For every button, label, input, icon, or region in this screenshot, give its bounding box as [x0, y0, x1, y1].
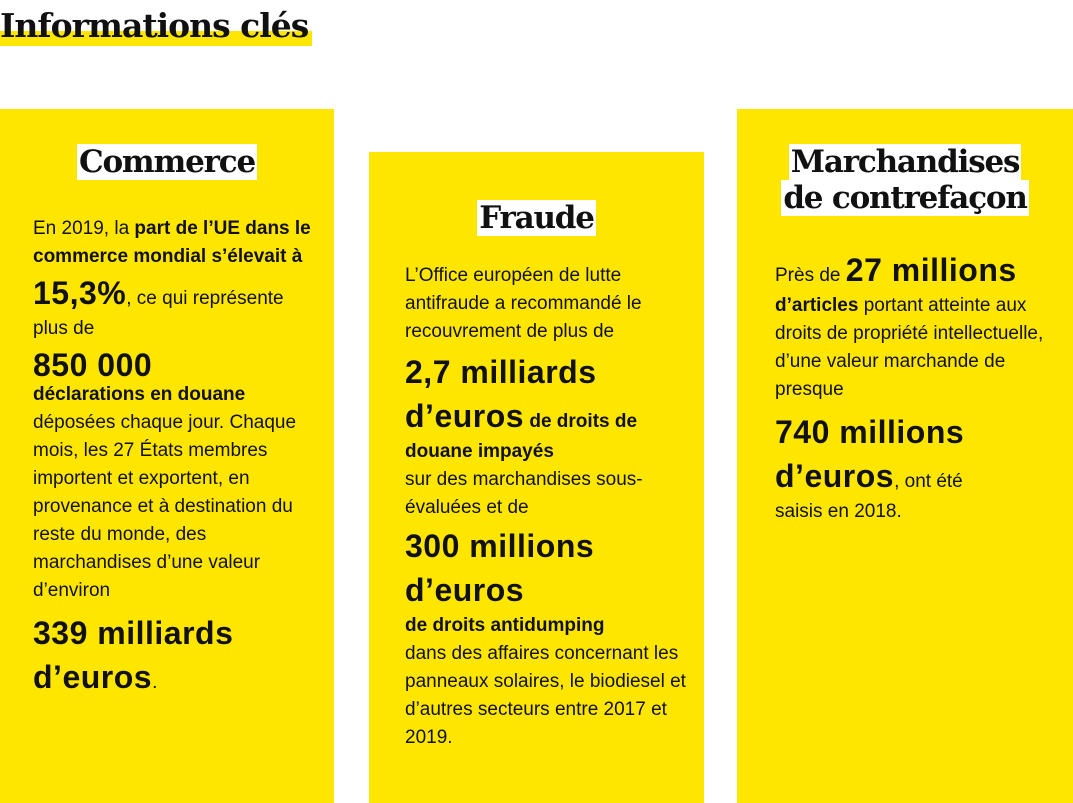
card-title-contrefacon-line1: Marchandises	[790, 144, 1020, 180]
seized-text: , ont été saisis en 2018.	[775, 471, 963, 522]
articles-count-value: 27 millions	[845, 252, 1017, 288]
card-body-commerce	[33, 215, 312, 699]
trade-period: .	[152, 672, 158, 693]
card-fraude	[369, 152, 704, 803]
card-title-contrefacon-line2: de contrefaçon	[783, 180, 1027, 216]
seized-value: 740 millions d’euros	[775, 414, 965, 494]
card-commerce	[0, 109, 334, 803]
eu-share-label: part de l’UE dans le commerce mondial s’élevait à	[33, 218, 311, 267]
intro-text: En 2019, la	[33, 218, 135, 239]
eu-share-value: 15,3%	[33, 275, 127, 311]
represent-text: , ce qui représente plus de	[33, 288, 284, 339]
card-title-fraude-text: Fraude	[479, 200, 594, 236]
antidumping-label: de droits antidumping	[405, 615, 605, 636]
card-title-commerce-text: Commerce	[78, 144, 255, 180]
unpaid-duties-label: de droits de douane impayés	[405, 411, 638, 462]
unpaid-duties-value: 2,7 milliards d’euros	[405, 354, 597, 434]
antidumping-value: 300 millions d’euros	[405, 528, 595, 608]
card-contrefacon	[737, 109, 1073, 803]
ip-text: portant atteinte aux droits de propriété intellectuelle, d’une valeur marchande de presque	[775, 295, 1044, 400]
card-title-contrefacon	[737, 144, 1073, 216]
card-body-contrefacon	[775, 248, 1055, 526]
declarations-label: déclarations en douane	[33, 384, 246, 405]
undervalued-text: sur des marchandises sous-évaluées et de	[405, 469, 643, 518]
pres-de-text: Près de	[775, 265, 846, 286]
declarations-value: 850 000	[33, 347, 153, 383]
articles-label: d’articles	[775, 295, 859, 316]
olaf-text: L’Office européen de lutte antifraude a recommandé le recouvrement de plus de	[405, 265, 642, 342]
card-title-commerce	[0, 144, 334, 180]
card-body-fraude	[405, 262, 686, 752]
card-title-fraude	[369, 200, 704, 236]
trade-value: 339 milliards d’euros	[33, 615, 234, 695]
trade-text: déposées chaque jour. Chaque mois, les 27 États membres importent et exportent, en provenance et à destination du reste du monde, des marchandises d’une valeur d’environ	[33, 412, 297, 601]
cases-text: dans des affaires concernant les panneaux solaires, le biodiesel et d’autres secteurs entre 2017 et 2019.	[405, 643, 686, 748]
page-title: Informations clés	[0, 6, 312, 46]
